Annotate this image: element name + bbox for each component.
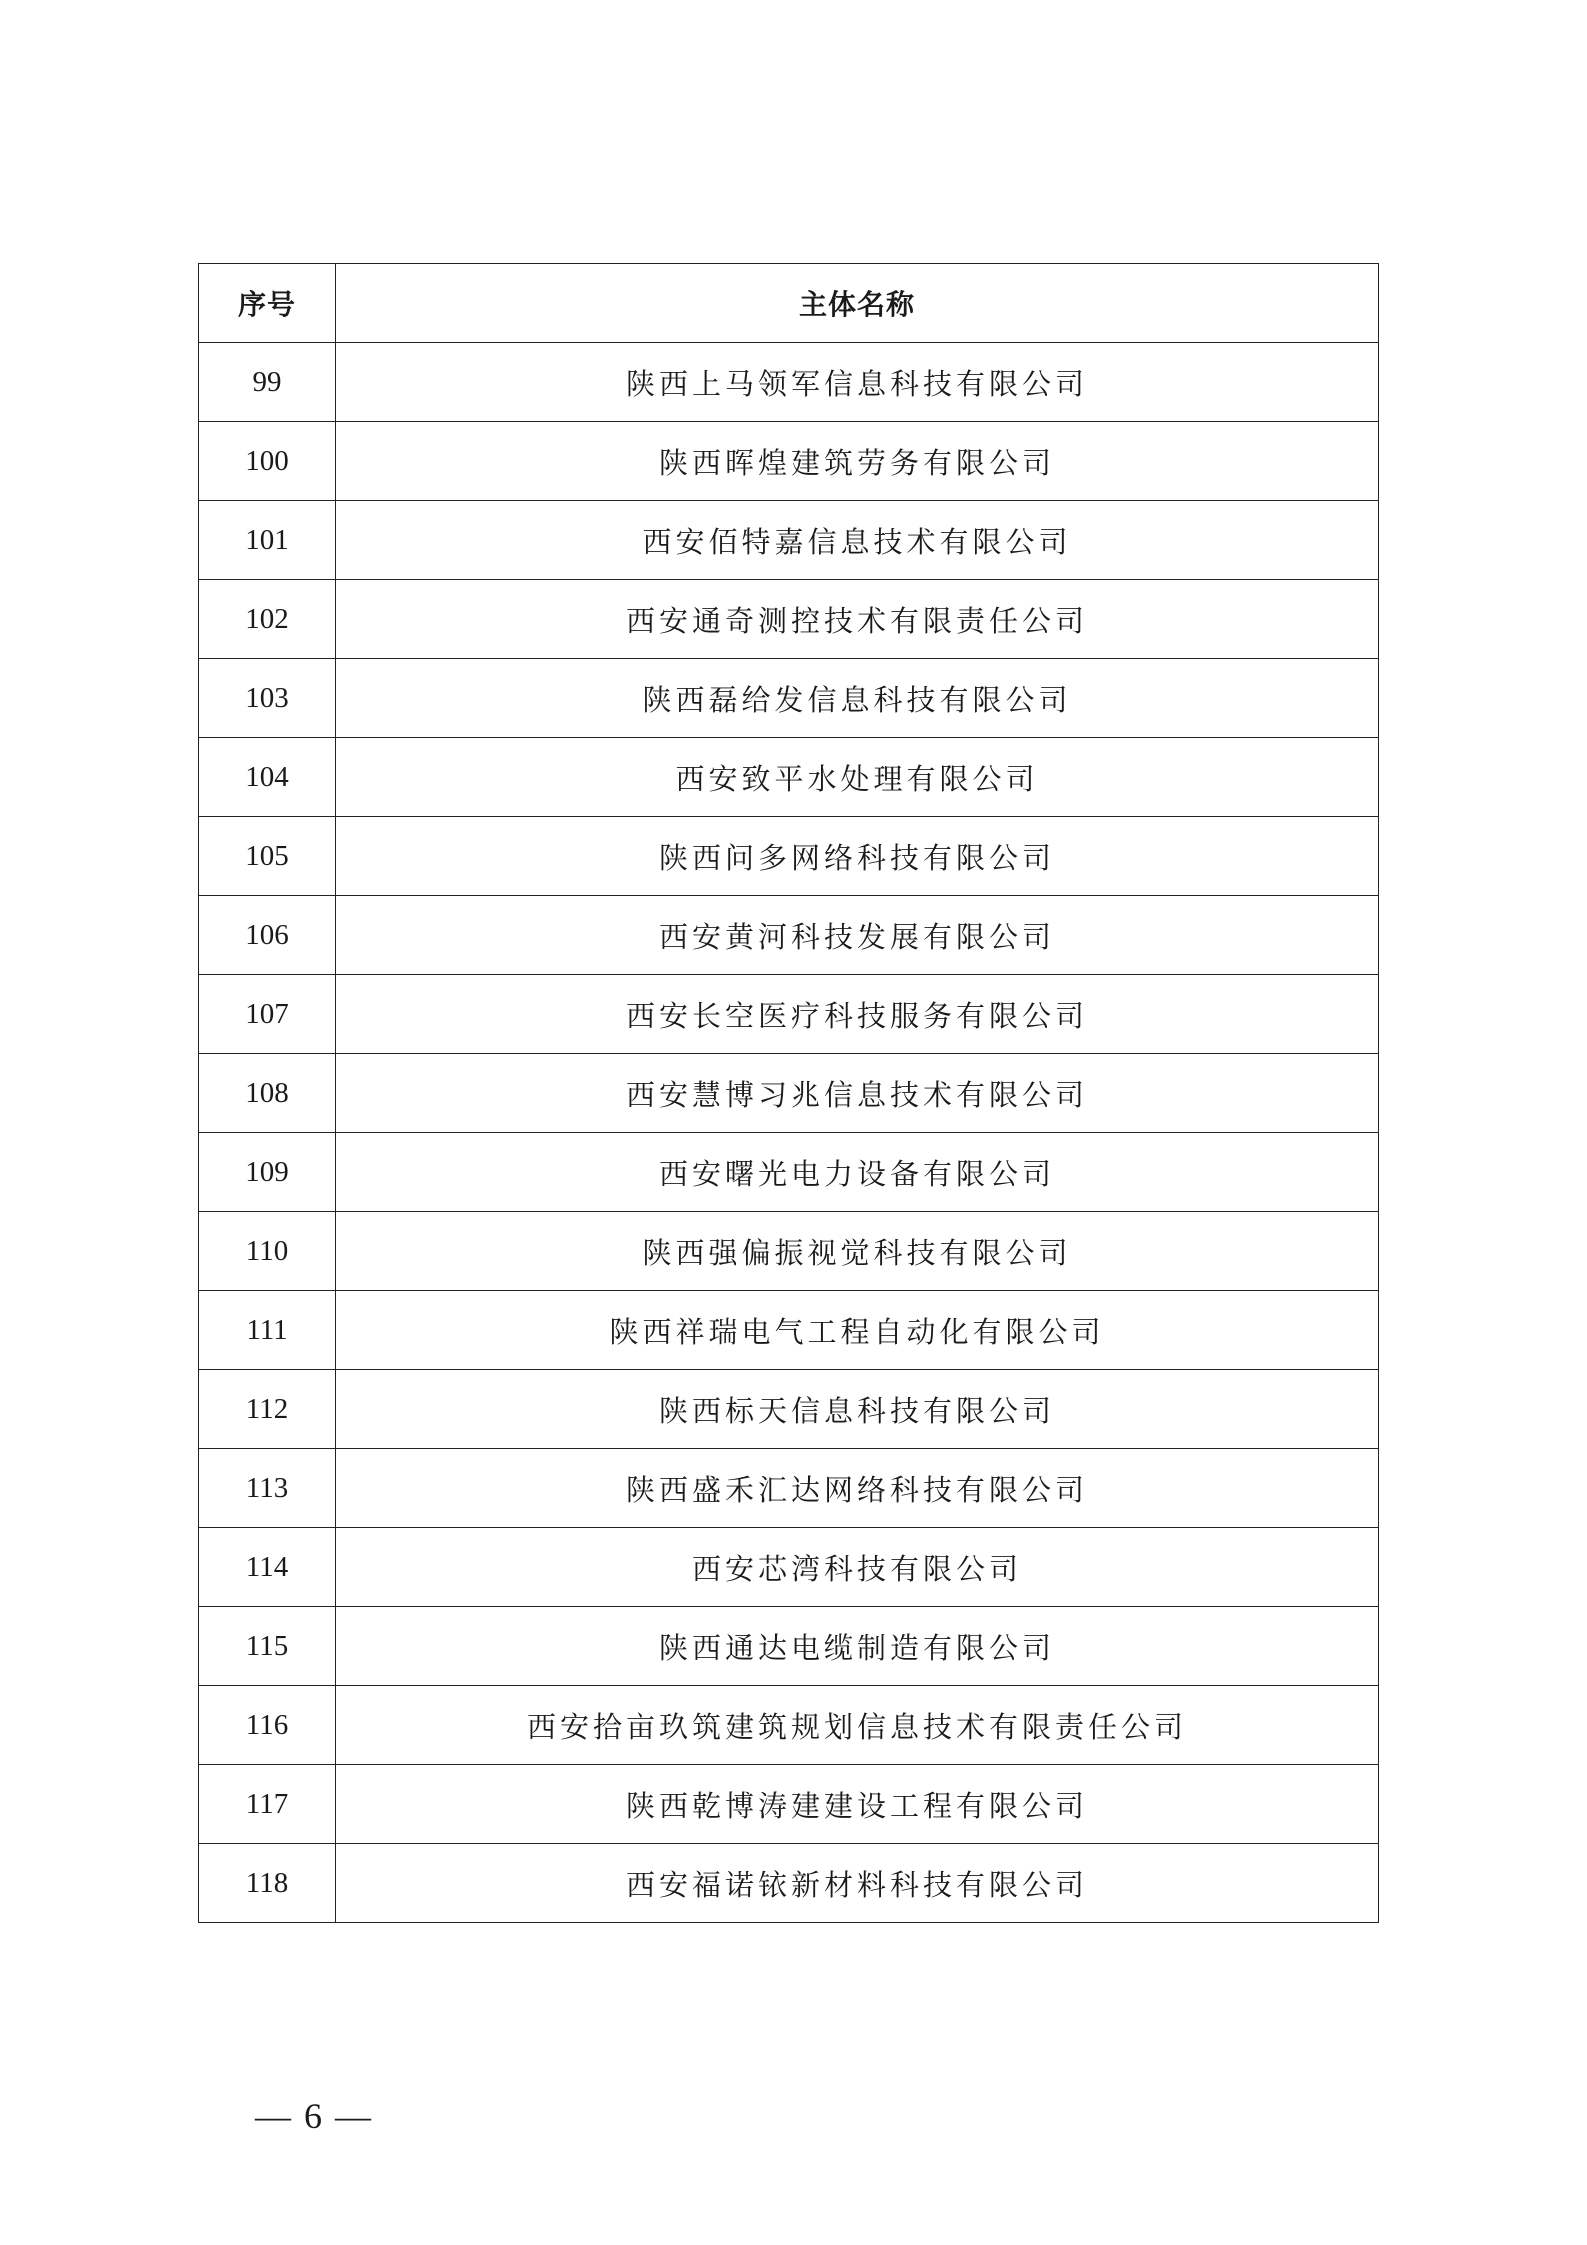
table-row: [199, 1212, 1379, 1291]
row-name: 陕西晖煌建筑劳务有限公司: [336, 422, 1379, 501]
table-row: [199, 343, 1379, 422]
row-name: 西安长空医疗科技服务有限公司: [336, 975, 1379, 1054]
table-row: [199, 1607, 1379, 1686]
row-name: 西安佰特嘉信息技术有限公司: [336, 501, 1379, 580]
row-name: 西安拾亩玖筑建筑规划信息技术有限责任公司: [336, 1686, 1379, 1765]
row-seq: 110: [199, 1212, 336, 1291]
row-seq: 106: [199, 896, 336, 975]
row-seq: 103: [199, 659, 336, 738]
row-seq: 118: [199, 1844, 336, 1923]
table-row: [199, 1449, 1379, 1528]
table-row: [199, 422, 1379, 501]
row-name: 陕西问多网络科技有限公司: [336, 817, 1379, 896]
row-name: 西安福诺铱新材料科技有限公司: [336, 1844, 1379, 1923]
row-seq: 117: [199, 1765, 336, 1844]
row-seq: 113: [199, 1449, 336, 1528]
row-seq: 100: [199, 422, 336, 501]
row-seq: 102: [199, 580, 336, 659]
row-seq: 109: [199, 1133, 336, 1212]
row-seq: 111: [199, 1291, 336, 1370]
row-name: 西安芯湾科技有限公司: [336, 1528, 1379, 1607]
row-name: 西安黄河科技发展有限公司: [336, 896, 1379, 975]
row-name: 陕西磊给发信息科技有限公司: [336, 659, 1379, 738]
table-row: [199, 1528, 1379, 1607]
table-row: [199, 975, 1379, 1054]
row-name: 陕西祥瑞电气工程自动化有限公司: [336, 1291, 1379, 1370]
row-name: 陕西上马领军信息科技有限公司: [336, 343, 1379, 422]
table-row: [199, 1291, 1379, 1370]
table-row: [199, 659, 1379, 738]
row-name: 西安通奇测控技术有限责任公司: [336, 580, 1379, 659]
row-seq: 104: [199, 738, 336, 817]
page-number: — 6 —: [255, 2096, 373, 2136]
table-row: [199, 1054, 1379, 1133]
row-seq: 112: [199, 1370, 336, 1449]
row-name: 西安曙光电力设备有限公司: [336, 1133, 1379, 1212]
table-row: [199, 1133, 1379, 1212]
header-seq: 序号: [199, 264, 336, 343]
table-row: [199, 1765, 1379, 1844]
table-row: [199, 580, 1379, 659]
header-name: 主体名称: [336, 264, 1379, 343]
row-name: 陕西通达电缆制造有限公司: [336, 1607, 1379, 1686]
row-seq: 107: [199, 975, 336, 1054]
table-body: [199, 343, 1379, 1923]
row-name: 西安慧博习兆信息技术有限公司: [336, 1054, 1379, 1133]
company-table: [198, 263, 1379, 1923]
row-seq: 108: [199, 1054, 336, 1133]
row-seq: 105: [199, 817, 336, 896]
table-row: [199, 1844, 1379, 1923]
table-row: [199, 1686, 1379, 1765]
row-name: 陕西乾博涛建建设工程有限公司: [336, 1765, 1379, 1844]
table-row: [199, 896, 1379, 975]
row-name: 陕西标天信息科技有限公司: [336, 1370, 1379, 1449]
row-seq: 115: [199, 1607, 336, 1686]
row-seq: 99: [199, 343, 336, 422]
table-row: [199, 817, 1379, 896]
table-row: [199, 738, 1379, 817]
row-seq: 114: [199, 1528, 336, 1607]
row-seq: 116: [199, 1686, 336, 1765]
row-name: 陕西盛禾汇达网络科技有限公司: [336, 1449, 1379, 1528]
table-header-row: [199, 264, 1379, 343]
table-row: [199, 1370, 1379, 1449]
row-seq: 101: [199, 501, 336, 580]
row-name: 陕西强偏振视觉科技有限公司: [336, 1212, 1379, 1291]
row-name: 西安致平水处理有限公司: [336, 738, 1379, 817]
table-row: [199, 501, 1379, 580]
